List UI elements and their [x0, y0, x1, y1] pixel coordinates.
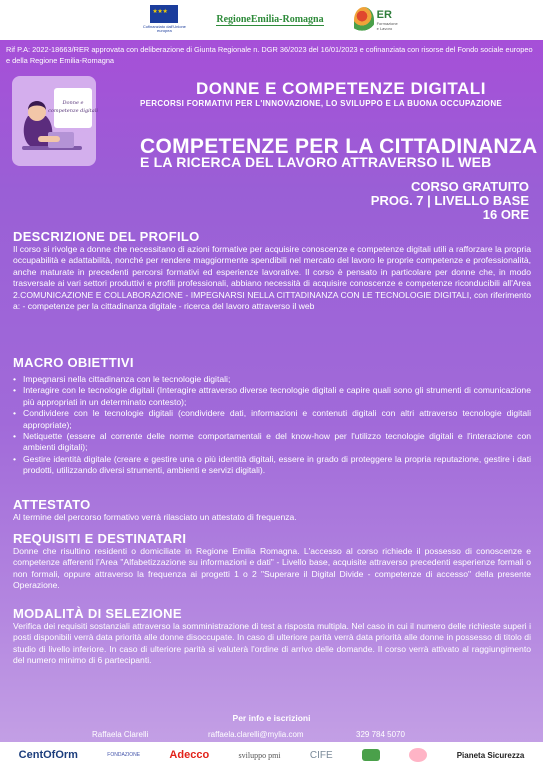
woman-laptop-illustration — [8, 74, 100, 170]
contact-email-link[interactable]: raffaela.clarelli@mylia.com — [208, 730, 304, 739]
er-formazione-lavoro-logo — [354, 7, 401, 33]
objectives-heading: MACRO OBIETTIVI — [13, 355, 134, 370]
objective-item: • Condividere con le tecnologie digitali (condividere dati, informazioni e contenuti digitali con altri attraverso tecnologie digitali appropriate); — [13, 408, 531, 431]
pink-partner-logo-icon — [409, 748, 427, 762]
objectives-section — [13, 355, 531, 477]
er-logo-text: ER — [376, 9, 392, 21]
requirements-heading: REQUISITI E DESTINATARI — [13, 531, 187, 546]
fondazione-logo: FONDAZIONE — [107, 752, 141, 758]
selection-text: Verifica dei requisiti sostanziali attraverso la somministrazione di test a risposta multipla. Nel caso in cui il numero delle richieste superi i posti disponibili verrà data priorità alle donne disoccupate. In caso di ulteriore parità verrà data priorità alle donne in possesso di titolo di studio di livello inferiore. In caso di ulteriore parità si valuterà l'ordine di arrivo delle domande. Il corso verrà attivato al raggiungimento del numero minimo di 6 partecipanti. — [13, 621, 531, 666]
objective-item: • Netiquette (essere al corrente delle norme comportamentali e del know-how per l'utilizzo tecnologie digitali e l'interazione con ambienti digitali); — [13, 431, 531, 454]
course-free-label: CORSO GRATUITO — [411, 179, 529, 194]
objectives-list — [13, 374, 531, 477]
contact-name: Raffaela Clarelli — [92, 730, 149, 739]
regione-emilia-romagna-logo: RegioneEmilia-Romagna — [216, 14, 324, 25]
certificate-section — [13, 497, 531, 523]
partner-logos-bar — [0, 742, 543, 768]
objective-item: • Interagire con le tecnologie digitali (Interagire attraverso diverse tecnologie digitali e capire quali sono gli strumenti di comunicazione più appropriati in un determinato contesto); — [13, 385, 531, 408]
course-title: COMPETENZE PER LA CITTADINANZA — [140, 135, 538, 158]
certificate-heading: ATTESTATO — [13, 497, 91, 512]
contacts-heading: Per info e iscrizioni — [232, 713, 311, 723]
course-info — [371, 180, 529, 222]
eu-caption: Cofinanziato dall'Unione europea — [142, 24, 186, 33]
illustration-text-line2: competenze digitali — [48, 108, 98, 114]
pianeta-sicurezza-logo: Pianeta Sicurezza — [456, 750, 525, 760]
profile-heading: DESCRIZIONE DEL PROFILO — [13, 229, 200, 244]
er-logo-subtext: Formazione e Lavoro — [376, 21, 398, 31]
illustration-text-line1: Donne e — [62, 100, 84, 106]
program-subtitle: PERCORSI FORMATIVI PER L'INNOVAZIONE, LO SVILUPPO E LA BUONA OCCUPAZIONE — [140, 99, 503, 108]
eu-flag-icon — [150, 5, 178, 23]
sviluppo-pmi-logo: sviluppo pmi — [238, 750, 281, 760]
requirements-section — [13, 531, 531, 592]
profile-text: Il corso si rivolge a donne che necessitano di azioni formative per acquisire conoscenze e competenze digitali utili a rafforzare la propria occupabilità e adattabilità, nonché per rendere maggiormente spendibili nel mercato del lavoro le proprie competenze e professionalità, anche maturate in precedenti percorsi formativi ed esperienze lavorative. Il corso è pensato in particolare per donne che, in modo trasversale ai vari settori produttivi e profili professionali, abbiano necessità di acquisire conoscenze e competenze riconducibili all'Area 2.COMUNICAZIONE E COLLABORAZIONE - IMPEGNARSI NELLA CITTADINANZA CON LE TECNOLOGIE DIGITALI, con riferimento a: - competenze per la cittadinanza digitale - ricerca del lavoro attraverso il web — [13, 244, 531, 312]
logo-bar — [0, 0, 543, 40]
tree-icon — [354, 7, 374, 33]
green-partner-logo-icon — [362, 749, 380, 761]
requirements-text: Donne che risultino residenti o domiciliate in Regione Emilia Romagna. L'accesso al corso richiede il possesso di conoscenze e competenze afferenti l'Area "Alfabetizzazione su informazioni e dati" - Livello base, acquisite attraverso precedenti esperienze formali o non formali, oppure attraverso la frequenza ai progetti 1 o 2 "Superare il Digital Divide - competenze di accesso" della presente Operazione. — [13, 546, 531, 591]
eu-flag-logo — [142, 5, 186, 35]
adecco-logo: Adecco — [169, 749, 210, 761]
course-project-level: PROG. 7 | LIVELLO BASE — [370, 193, 529, 208]
cife-logo: CIFE — [309, 749, 333, 761]
reference-text: Rif P.A: 2022-18663/RER approvata con deliberazione di Giunta Regionale n. DGR 36/2023 del 16/01/2023 e cofinanziata con risorse del Fondo sociale europeo e della Regione Emilia-Romagna — [6, 45, 533, 65]
objective-item: • Gestire identità digitale (creare e gestire una o più identità digitali, essere in grado di proteggere la propria reputazione, gestire i dati prodotti, utilizzando diversi strumenti, ambienti e servizi digitali). — [13, 454, 531, 477]
course-hours: 16 ORE — [482, 207, 529, 222]
course-subtitle: E LA RICERCA DEL LAVORO ATTRAVERSO IL WEB — [140, 154, 492, 170]
objective-item: • Impegnarsi nella cittadinanza con le tecnologie digitali; — [13, 374, 531, 385]
selection-section — [13, 606, 531, 667]
program-title: DONNE E COMPETENZE DIGITALI — [196, 79, 486, 98]
profile-section — [13, 229, 531, 312]
contact-phone: 329 784 5070 — [356, 730, 405, 739]
certificate-text: Al termine del percorso formativo verrà rilasciato un attestato di frequenza. — [13, 512, 297, 522]
selection-heading: MODALITÀ DI SELEZIONE — [13, 606, 182, 621]
centoform-logo: CentOfOrm — [18, 749, 78, 761]
